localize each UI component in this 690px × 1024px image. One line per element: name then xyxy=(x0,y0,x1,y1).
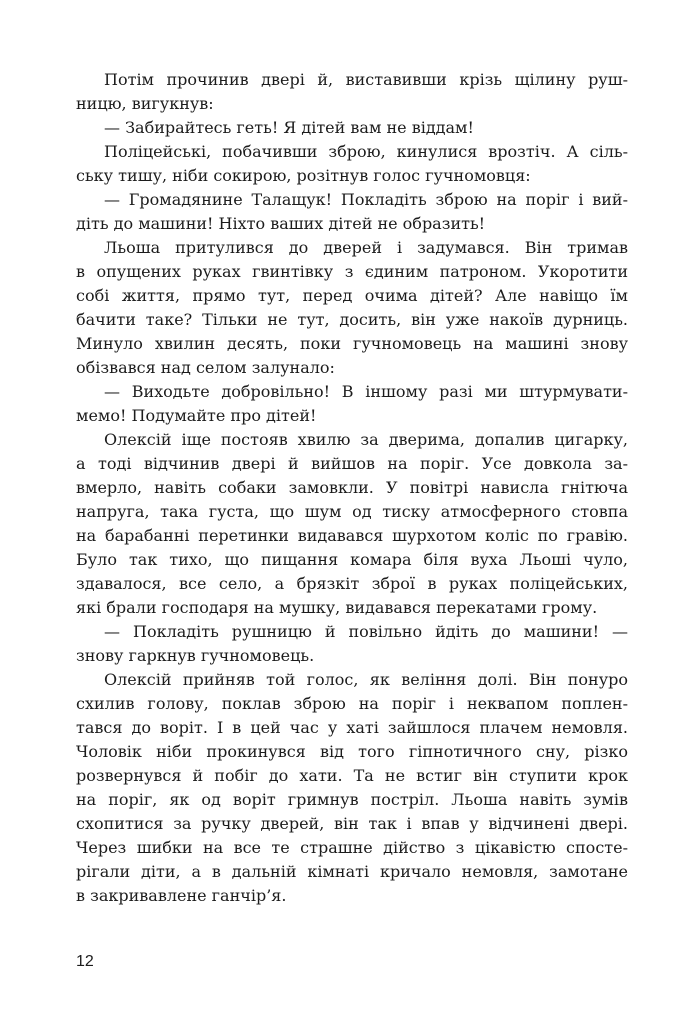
text-line: а тоді відчинив двері й вийшов на поріг. Усе довкола за- xyxy=(76,454,628,473)
text-line: Було так тихо, що пищання комара біля вуха Льоші чуло, xyxy=(76,550,628,569)
text-line: тався до воріт. І в цей час у хаті зайшлося плачем немовля. xyxy=(76,718,628,737)
text-line: діть до машини! Ніхто ваших дітей не образить! xyxy=(76,214,486,233)
text-line: в закривавлене ганчір’я. xyxy=(76,886,287,905)
text-line: в опущених руках гвинтівку з єдиним патроном. Укоротити xyxy=(76,262,628,281)
text-line: Минуло хвилин десять, поки гучномовець на машині знову xyxy=(76,334,628,353)
text-line: які брали господаря на мушку, видавався перекатами грому. xyxy=(76,598,598,617)
text-line: напруга, така густа, що шум од тиску атмосферного стовпа xyxy=(76,502,628,521)
text-line: Поліцейські, побачивши зброю, кинулися врозтіч. А сіль- xyxy=(104,142,628,161)
text-line: на поріг, як од воріт гримнув постріл. Льоша навіть зумів xyxy=(76,790,628,809)
text-line: ницю, вигукнув: xyxy=(76,94,214,113)
text-line: Потім прочинив двері й, виставивши крізь щілину руш- xyxy=(104,70,628,89)
text-line: — Забирайтесь геть! Я дітей вам не віддам! xyxy=(104,118,474,137)
text-line: схилив голову, поклав зброю на поріг і неквапом поплен- xyxy=(76,694,628,713)
text-line: схопитися за ручку дверей, він так і впав у відчинені двері. xyxy=(76,814,628,833)
text-line: рігали діти, а в дальній кімнаті кричало немовля, замотане xyxy=(76,862,628,881)
text-line: — Громадянине Талащук! Покладіть зброю на поріг і вий- xyxy=(104,190,628,209)
text-line: Через шибки на все те страшне дійство з цікавістю спосте- xyxy=(76,838,628,857)
text-line: ську тишу, ніби сокирою, розітнув голос гучномовця: xyxy=(76,166,531,185)
text-line: Льоша притулився до дверей і задумався. Він тримав xyxy=(104,238,628,257)
text-line: на барабанні перетинки видавався шурхотом коліс по гравію. xyxy=(76,526,628,545)
text-line: вмерло, навіть собаки замовкли. У повітрі нависла гнітюча xyxy=(76,478,628,497)
text-line: здавалося, все село, а брязкіт зброї в руках поліцейських, xyxy=(76,574,628,593)
text-line: мемо! Подумайте про дітей! xyxy=(76,406,317,425)
body-text xyxy=(76,68,628,908)
text-line: бачити таке? Тільки не тут, досить, він уже накоїв дурниць. xyxy=(76,310,628,329)
text-line: Олексій прийняв той голос, як веління долі. Він понуро xyxy=(104,670,628,689)
text-line: собі життя, прямо тут, перед очима дітей? Але навіщо їм xyxy=(76,286,628,305)
text-line: — Виходьте добровільно! В іншому разі ми штурмувати- xyxy=(104,382,628,401)
text-line: розвернувся й побіг до хати. Та не встиг він ступити крок xyxy=(76,766,628,785)
text-line: Чоловік ніби прокинувся від того гіпнотичного сну, різко xyxy=(76,742,628,761)
text-line: обізвався над селом залунало: xyxy=(76,358,335,377)
text-line: знову гаркнув гучномовець. xyxy=(76,646,315,665)
page-number: 12 xyxy=(76,953,94,970)
text-line: Олексій іще постояв хвилю за дверима, допалив цигарку, xyxy=(104,430,628,449)
text-line: — Покладіть рушницю й повільно йдіть до машини! — xyxy=(104,622,628,641)
